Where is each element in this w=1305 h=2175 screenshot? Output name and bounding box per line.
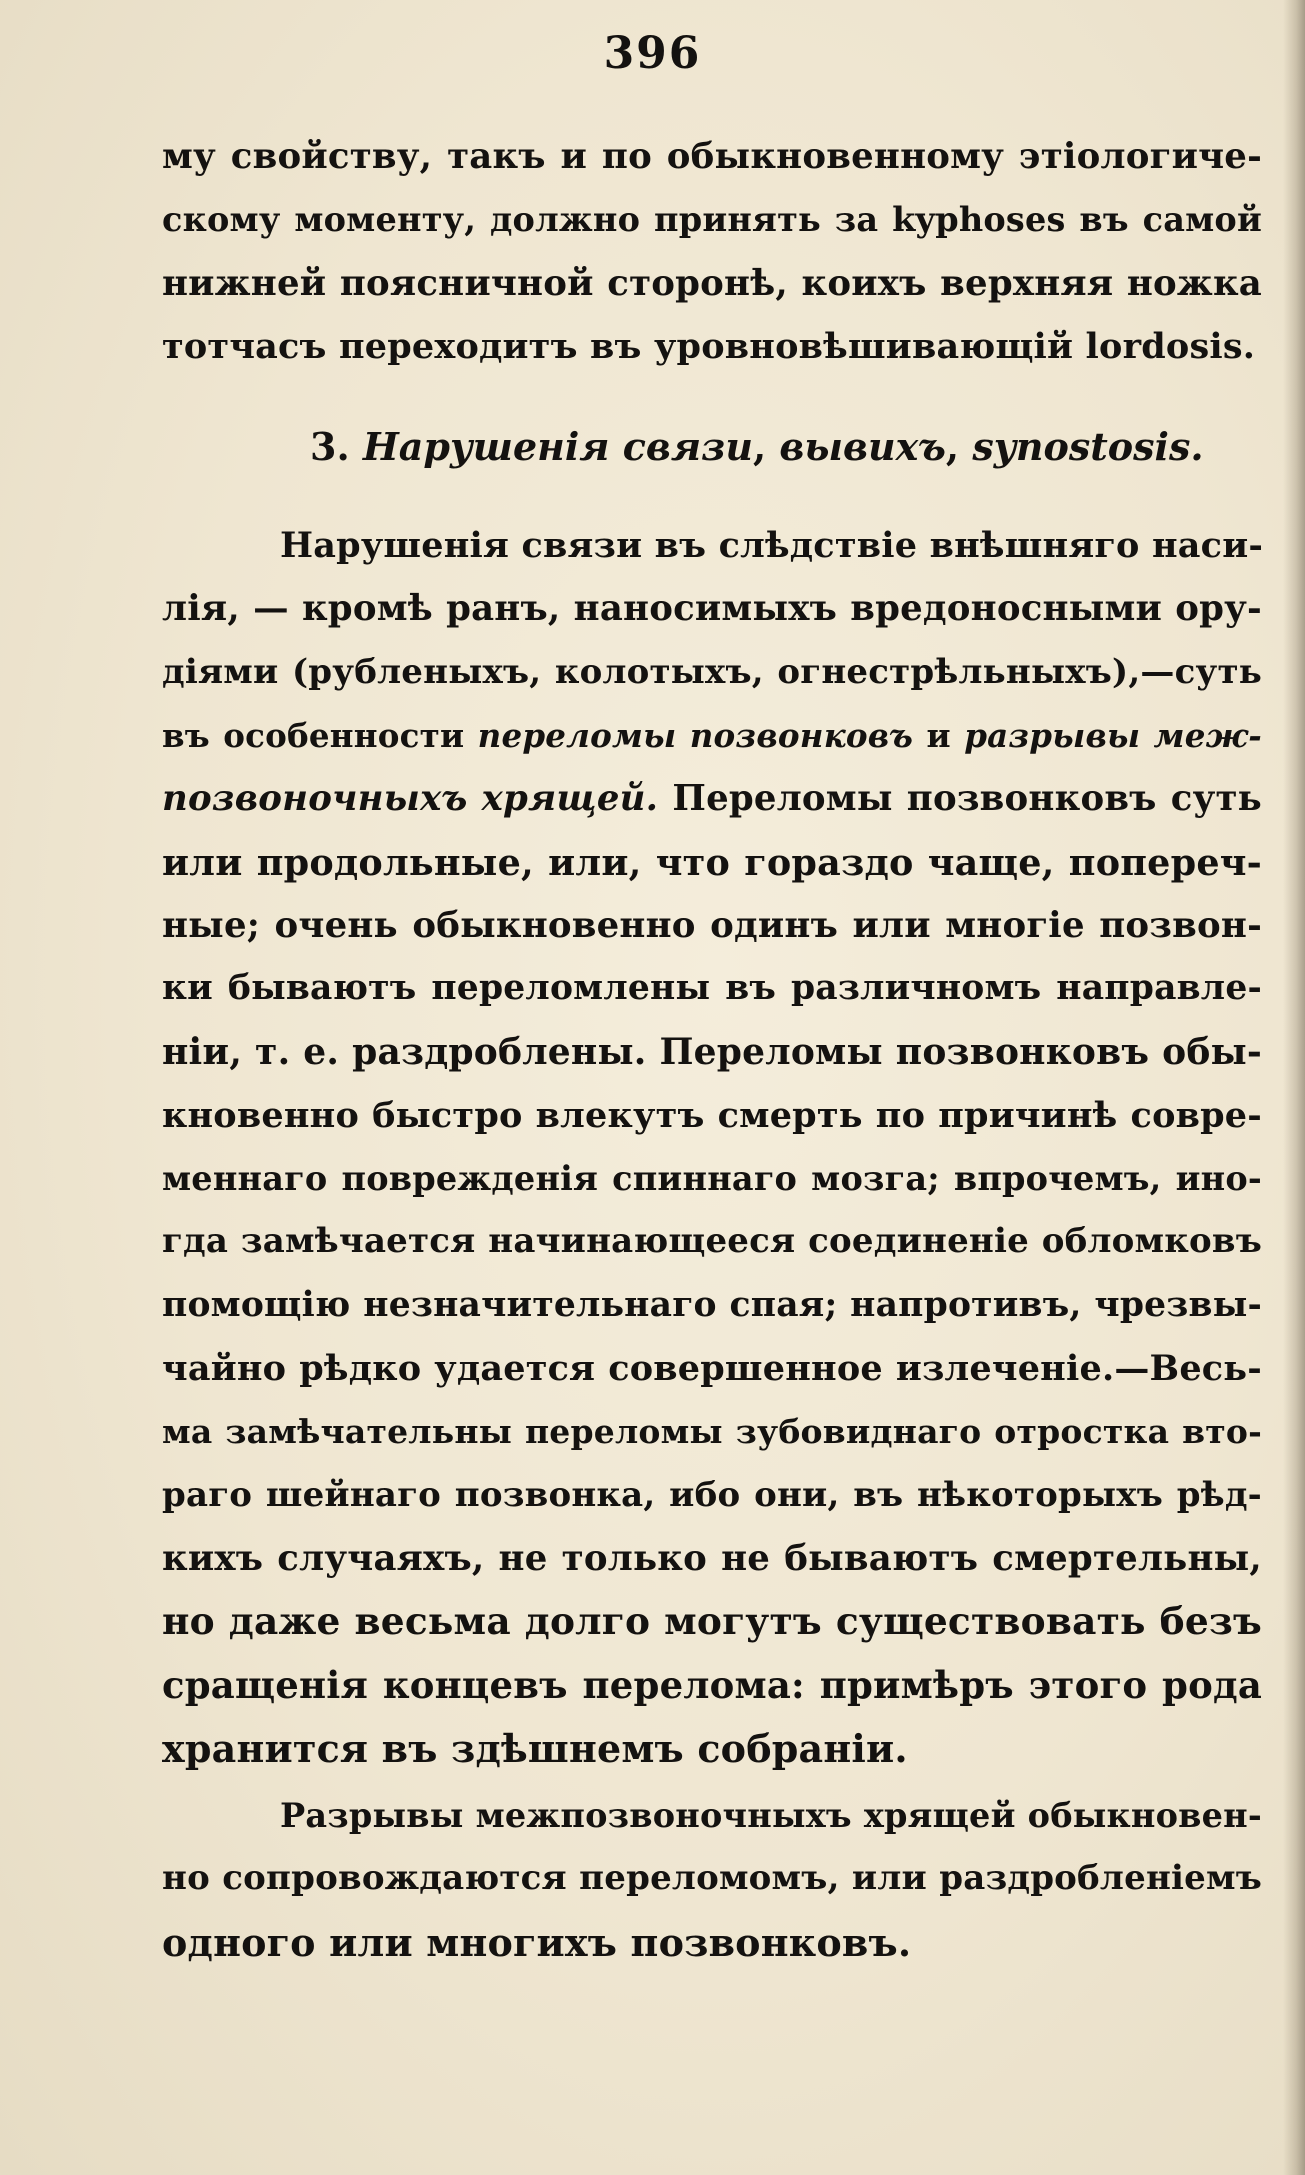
text-line: ки бываютъ переломлены въ различномъ направле-: [162, 968, 1262, 1009]
page-text: [162, 125, 1262, 1974]
text-line: тотчасъ переходитъ въ уровновѣшивающій lordosis.: [162, 325, 1256, 367]
text-line: ніи, т. е. раздроблены. Переломы позвонковъ обы-: [162, 1030, 1262, 1073]
text-line: кновенно быстро влекутъ смерть по причинѣ совре-: [162, 1094, 1262, 1136]
page-number: 396: [603, 28, 702, 79]
paragraph-2: [162, 1784, 1262, 1974]
text-line: или продольные, или, что гораздо чаще, попереч-: [162, 840, 1262, 884]
text-line: гда замѣчается начинающееся соединеніе обломковъ: [162, 1221, 1262, 1262]
section-title-part: synostosis.: [972, 424, 1204, 470]
emphasis: разрывы меж-: [964, 716, 1262, 756]
paragraph-1: [162, 514, 1262, 1780]
text-line: но даже весьма долго могутъ существовать безъ: [162, 1599, 1262, 1644]
text-line: Нарушенія связи въ слѣдствіе внѣшняго наси-: [280, 525, 1264, 567]
text-line: раго шейнаго позвонка, ибо они, въ нѣкоторыхъ рѣд-: [162, 1474, 1262, 1515]
section-title-part: вывихъ: [779, 424, 946, 470]
text-line: меннаго поврежденія спиннаго мозга; впрочемъ, ино-: [162, 1159, 1262, 1199]
text-line: скому моменту, должно принять за kyphoses въ самой: [162, 200, 1262, 240]
section-title: Нарушенія связи: [362, 424, 753, 470]
text-line: чайно рѣдко удается совершенное излеченіе.—Весь-: [162, 1348, 1262, 1390]
text-line: хранится въ здѣшнемъ собраніи.: [162, 1725, 908, 1771]
top-paragraph: [162, 125, 1262, 378]
text-line: но сопровождаются переломомъ, или раздробленіемъ: [162, 1858, 1262, 1899]
text-line: му свойству, такъ и по обыкновенному этіологиче-: [162, 136, 1262, 177]
emphasis: позвоночныхъ хрящей.: [162, 778, 659, 820]
heading-separator: ,: [752, 424, 767, 470]
text-line: кихъ случаяхъ, не только не бываютъ смертельны,: [162, 1537, 1262, 1579]
page-edge-shadow: [1283, 0, 1305, 2175]
text-line: лія, — кромѣ ранъ, наносимыхъ вредоносными ору-: [162, 588, 1262, 630]
text-line: одного или многихъ позвонковъ.: [162, 1919, 912, 1965]
text-line: ные; очень обыкновенно одинъ или многіе позвон-: [162, 904, 1262, 946]
text-line: сращенія концевъ перелома: примѣръ этого рода: [162, 1662, 1262, 1707]
text-line: нижней поясничной сторонѣ, коихъ верхняя ножка: [162, 262, 1262, 304]
emphasis: переломы позвонковъ: [477, 716, 914, 756]
section-number: 3.: [310, 424, 350, 470]
text-line: діями (рубленыхъ, колотыхъ, огнестрѣльныхъ),—суть: [162, 651, 1262, 692]
text-run: Переломы позвонковъ суть: [658, 778, 1262, 820]
section-heading: [162, 415, 1262, 478]
text-line: [162, 704, 1262, 767]
text-line: помощію незначительнаго спая; напротивъ, чрезвы-: [162, 1284, 1262, 1325]
text-line: Разрывы межпозвоночныхъ хрящей обыкновен-: [280, 1796, 1262, 1836]
text-line: ма замѣчательны переломы зубовиднаго отростка вто-: [162, 1412, 1262, 1452]
text-run: и: [913, 716, 965, 756]
text-run: въ особенности: [162, 716, 478, 756]
heading-separator: ,: [945, 424, 960, 470]
text-line: [162, 767, 1262, 830]
